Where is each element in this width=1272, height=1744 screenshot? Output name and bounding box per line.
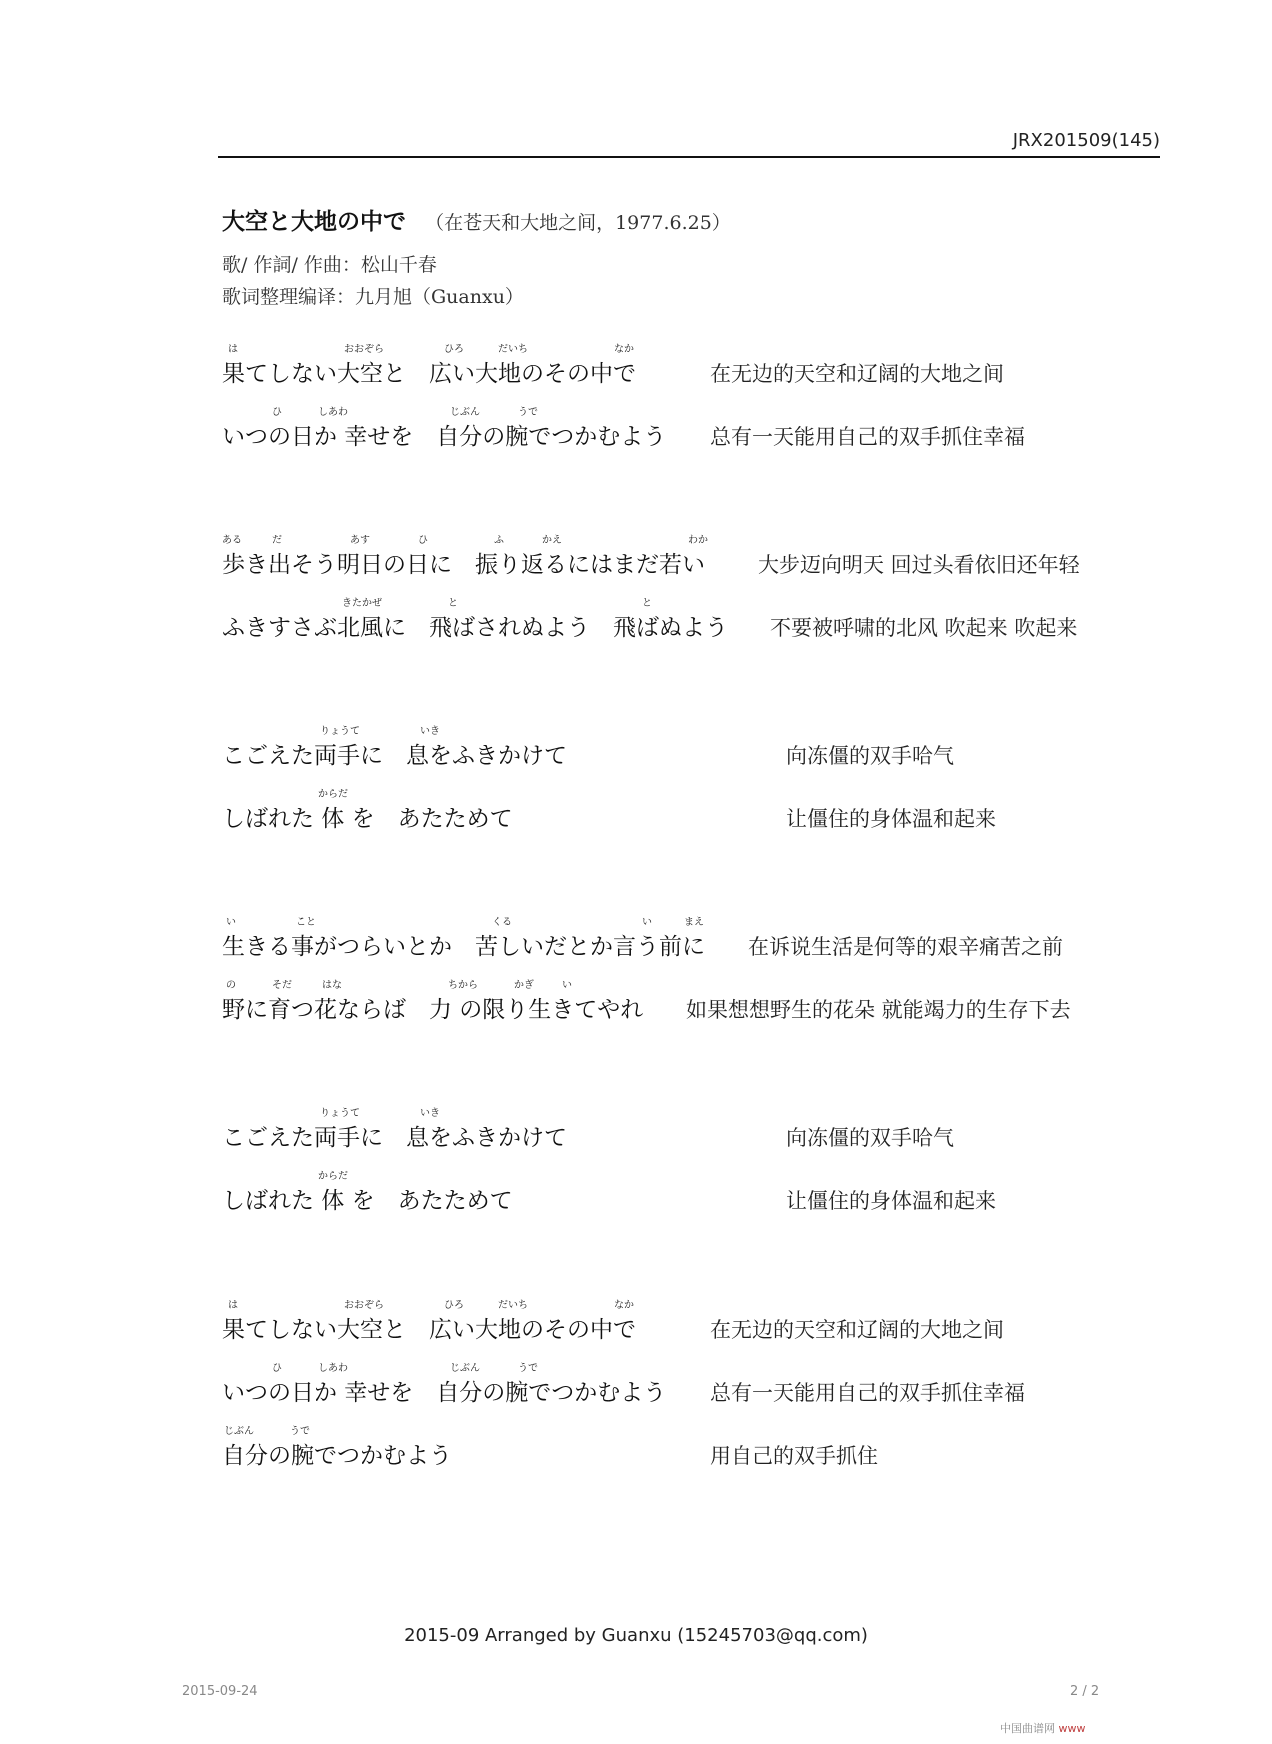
furigana-row — [222, 403, 1172, 417]
furigana: じぶん — [450, 1363, 480, 1374]
song-title-row — [222, 203, 731, 236]
furigana: そだ — [272, 980, 292, 991]
furigana: おおぞら — [344, 1300, 384, 1311]
lyric-chinese: 在诉说生活是何等的艰辛痛苦之前 — [748, 935, 1063, 959]
document-code: JRX201509(145) — [1012, 130, 1160, 151]
furigana-row — [222, 1104, 1172, 1118]
furigana: い — [562, 980, 572, 991]
lyric-line — [222, 976, 1172, 1024]
furigana-row — [222, 1422, 1172, 1436]
lyric-japanese: 自分の腕でつかむよう — [222, 1443, 452, 1469]
lyric-line — [222, 594, 1172, 642]
furigana: だいち — [498, 344, 528, 355]
site-watermark — [1000, 1720, 1086, 1736]
lyric-japanese: 果てしない大空と 広い大地のその中で — [222, 361, 636, 387]
lyric-chinese: 向冻僵的双手哈气 — [786, 1126, 954, 1150]
lyric-japanese: 歩き出そう明日の日に 振り返るにはまだ若い — [222, 552, 705, 578]
lyric-line — [222, 531, 1172, 579]
furigana: なか — [614, 1300, 634, 1311]
furigana: は — [228, 344, 238, 355]
lyric-line — [222, 1104, 1172, 1152]
lyric-chinese: 向冻僵的双手哈气 — [786, 744, 954, 768]
footer-credit: 2015-09 Arranged by Guanxu (15245703@qq.com) — [404, 1625, 868, 1646]
lyric-japanese: しばれた 体 を あたためて — [222, 1188, 513, 1214]
furigana: わか — [688, 535, 708, 546]
lyric-line — [222, 1359, 1172, 1407]
furigana-row — [222, 913, 1172, 927]
furigana-row — [222, 722, 1172, 736]
furigana: じぶん — [450, 407, 480, 418]
page-number: 2 / 2 — [1070, 1684, 1100, 1699]
lyric-chinese: 总有一天能用自己的双手抓住幸福 — [710, 1381, 1025, 1405]
furigana: しあわ — [318, 407, 348, 418]
lyric-japanese: いつの日か 幸せを 自分の腕でつかむよう — [222, 1380, 667, 1406]
furigana: りょうて — [320, 1108, 360, 1119]
furigana-row — [222, 1167, 1172, 1181]
lyric-line — [222, 1296, 1172, 1344]
lyric-japanese: 果てしない大空と 広い大地のその中で — [222, 1317, 636, 1343]
lyric-chinese: 让僵住的身体温和起来 — [786, 807, 996, 831]
furigana: かぎ — [514, 980, 534, 991]
furigana: ひ — [418, 535, 428, 546]
lyric-chinese: 在无边的天空和辽阔的大地之间 — [710, 362, 1004, 386]
lyric-chinese: 大步迈向明天 回过头看依旧还年轻 — [758, 553, 1080, 577]
watermark-text: 中国曲谱网 — [1000, 1722, 1055, 1735]
lyric-chinese: 让僵住的身体温和起来 — [786, 1189, 996, 1213]
lyric-japanese: 野に育つ花ならば 力 の限り生きてやれ — [222, 997, 644, 1023]
furigana: こと — [296, 917, 316, 928]
furigana: い — [642, 917, 652, 928]
furigana: と — [448, 598, 458, 609]
furigana: は — [228, 1300, 238, 1311]
furigana: からだ — [318, 1171, 348, 1182]
furigana-row — [222, 1296, 1172, 1310]
furigana: うで — [290, 1426, 310, 1437]
song-title-jp: 大空と大地の中で — [222, 209, 406, 235]
print-date: 2015-09-24 — [182, 1684, 258, 1699]
furigana: ひろ — [444, 1300, 464, 1311]
furigana: だいち — [498, 1300, 528, 1311]
furigana: と — [642, 598, 652, 609]
lyric-line — [222, 785, 1172, 833]
furigana: の — [226, 980, 236, 991]
lyric-line — [222, 340, 1172, 388]
furigana: うで — [518, 1363, 538, 1374]
furigana: あす — [350, 535, 370, 546]
lyric-chinese: 如果想想野生的花朵 就能竭力的生存下去 — [686, 998, 1071, 1022]
lyric-line — [222, 1422, 1172, 1470]
furigana-row — [222, 531, 1172, 545]
furigana: しあわ — [318, 1363, 348, 1374]
furigana: ひ — [272, 407, 282, 418]
furigana: はな — [322, 980, 342, 991]
lyric-japanese: こごえた両手に 息をふきかけて — [222, 1125, 567, 1151]
lyric-japanese: しばれた 体 を あたためて — [222, 806, 513, 832]
lyric-line — [222, 1167, 1172, 1215]
lyric-line — [222, 913, 1172, 961]
lyric-line — [222, 722, 1172, 770]
credits-line: 歌/ 作詞/ 作曲：松山千春 — [222, 254, 437, 276]
furigana: ある — [222, 535, 242, 546]
furigana: ちから — [448, 980, 478, 991]
lyric-japanese: こごえた両手に 息をふきかけて — [222, 743, 567, 769]
lyric-chinese: 用自己的双手抓住 — [710, 1444, 878, 1468]
lyric-japanese: ふきすさぶ北風に 飛ばされぬよう 飛ばぬよう — [222, 615, 728, 641]
furigana: なか — [614, 344, 634, 355]
song-title-cn: （在苍天和大地之间，1977.6.25） — [425, 212, 731, 234]
furigana: ふ — [494, 535, 504, 546]
furigana-row — [222, 785, 1172, 799]
lyric-japanese: いつの日か 幸せを 自分の腕でつかむよう — [222, 424, 667, 450]
furigana: い — [226, 917, 236, 928]
furigana: かえ — [542, 535, 562, 546]
lyric-chinese: 不要被呼啸的北风 吹起来 吹起来 — [770, 616, 1078, 640]
furigana: おおぞら — [344, 344, 384, 355]
lyric-line — [222, 403, 1172, 451]
furigana: りょうて — [320, 726, 360, 737]
furigana: うで — [518, 407, 538, 418]
lyric-chinese: 在无边的天空和辽阔的大地之间 — [710, 1318, 1004, 1342]
lyric-chinese: 总有一天能用自己的双手抓住幸福 — [710, 425, 1025, 449]
furigana: きたかぜ — [342, 598, 382, 609]
furigana: ひろ — [444, 344, 464, 355]
furigana: いき — [420, 726, 440, 737]
furigana-row — [222, 340, 1172, 354]
furigana: だ — [272, 535, 282, 546]
arranger-line: 歌词整理编译：九月旭（Guanxu） — [222, 286, 524, 308]
lyric-japanese: 生きる事がつらいとか 苦しいだとか言う前に — [222, 934, 705, 960]
furigana: まえ — [684, 917, 704, 928]
header-divider — [218, 156, 1160, 158]
furigana: くる — [492, 917, 512, 928]
furigana-row — [222, 1359, 1172, 1373]
watermark-mark: www — [1058, 1722, 1086, 1735]
furigana: ひ — [272, 1363, 282, 1374]
furigana: いき — [420, 1108, 440, 1119]
furigana: からだ — [318, 789, 348, 800]
furigana: じぶん — [224, 1426, 254, 1437]
furigana-row — [222, 594, 1172, 608]
furigana-row — [222, 976, 1172, 990]
